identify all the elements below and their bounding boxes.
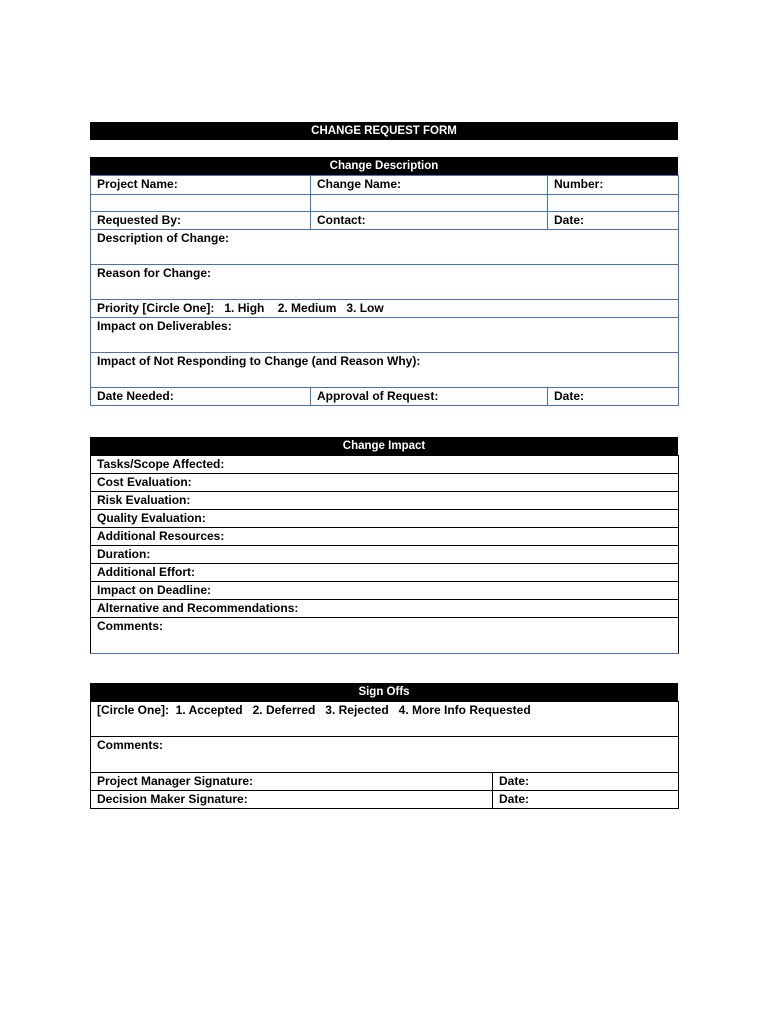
change-impact-row[interactable]: Risk Evaluation: bbox=[91, 492, 679, 510]
impact-not-responding-field[interactable]: Impact of Not Responding to Change (and Reason Why): bbox=[91, 353, 679, 388]
requested-by-label: Requested By: bbox=[91, 212, 311, 230]
change-description-header: Change Description bbox=[90, 157, 678, 175]
change-impact-row[interactable]: Duration: bbox=[91, 546, 679, 564]
pm-date-field[interactable]: Date: bbox=[493, 773, 679, 791]
change-impact-comments[interactable]: Comments: bbox=[91, 618, 679, 654]
contact-label: Contact: bbox=[311, 212, 548, 230]
project-name-label: Project Name: bbox=[91, 176, 311, 195]
change-impact-row[interactable]: Additional Resources: bbox=[91, 528, 679, 546]
description-of-change-field[interactable]: Description of Change: bbox=[91, 230, 679, 265]
approval-date-label: Date: bbox=[548, 388, 679, 406]
change-impact-row[interactable]: Tasks/Scope Affected: bbox=[91, 456, 679, 474]
sign-offs-header: Sign Offs bbox=[90, 683, 678, 701]
date-label: Date: bbox=[548, 212, 679, 230]
change-impact-header: Change Impact bbox=[90, 437, 678, 455]
change-name-label: Change Name: bbox=[311, 176, 548, 195]
sign-off-comments-field[interactable]: Comments: bbox=[91, 737, 679, 773]
change-impact-row[interactable]: Quality Evaluation: bbox=[91, 510, 679, 528]
project-name-field[interactable] bbox=[91, 195, 311, 212]
approval-of-request-label: Approval of Request: bbox=[311, 388, 548, 406]
change-name-field[interactable] bbox=[311, 195, 548, 212]
form-title: CHANGE REQUEST FORM bbox=[90, 122, 678, 140]
change-impact-row[interactable]: Alternative and Recommendations: bbox=[91, 600, 679, 618]
reason-for-change-field[interactable]: Reason for Change: bbox=[91, 265, 679, 300]
impact-on-deliverables-field[interactable]: Impact on Deliverables: bbox=[91, 318, 679, 353]
number-label: Number: bbox=[548, 176, 679, 195]
change-impact-row[interactable]: Impact on Deadline: bbox=[91, 582, 679, 600]
change-description-table bbox=[90, 175, 679, 406]
number-field[interactable] bbox=[548, 195, 679, 212]
dm-date-field[interactable]: Date: bbox=[493, 791, 679, 809]
pm-signature-field[interactable]: Project Manager Signature: bbox=[91, 773, 493, 791]
change-impact-row[interactable]: Additional Effort: bbox=[91, 564, 679, 582]
change-impact-table bbox=[90, 455, 679, 654]
priority-field[interactable]: Priority [Circle One]: 1. High 2. Medium 3. Low bbox=[91, 300, 679, 318]
sign-off-decision-field[interactable]: [Circle One]: 1. Accepted 2. Deferred 3. Rejected 4. More Info Requested bbox=[91, 702, 679, 737]
dm-signature-field[interactable]: Decision Maker Signature: bbox=[91, 791, 493, 809]
date-needed-label: Date Needed: bbox=[91, 388, 311, 406]
sign-offs-table bbox=[90, 701, 679, 809]
change-impact-row[interactable]: Cost Evaluation: bbox=[91, 474, 679, 492]
